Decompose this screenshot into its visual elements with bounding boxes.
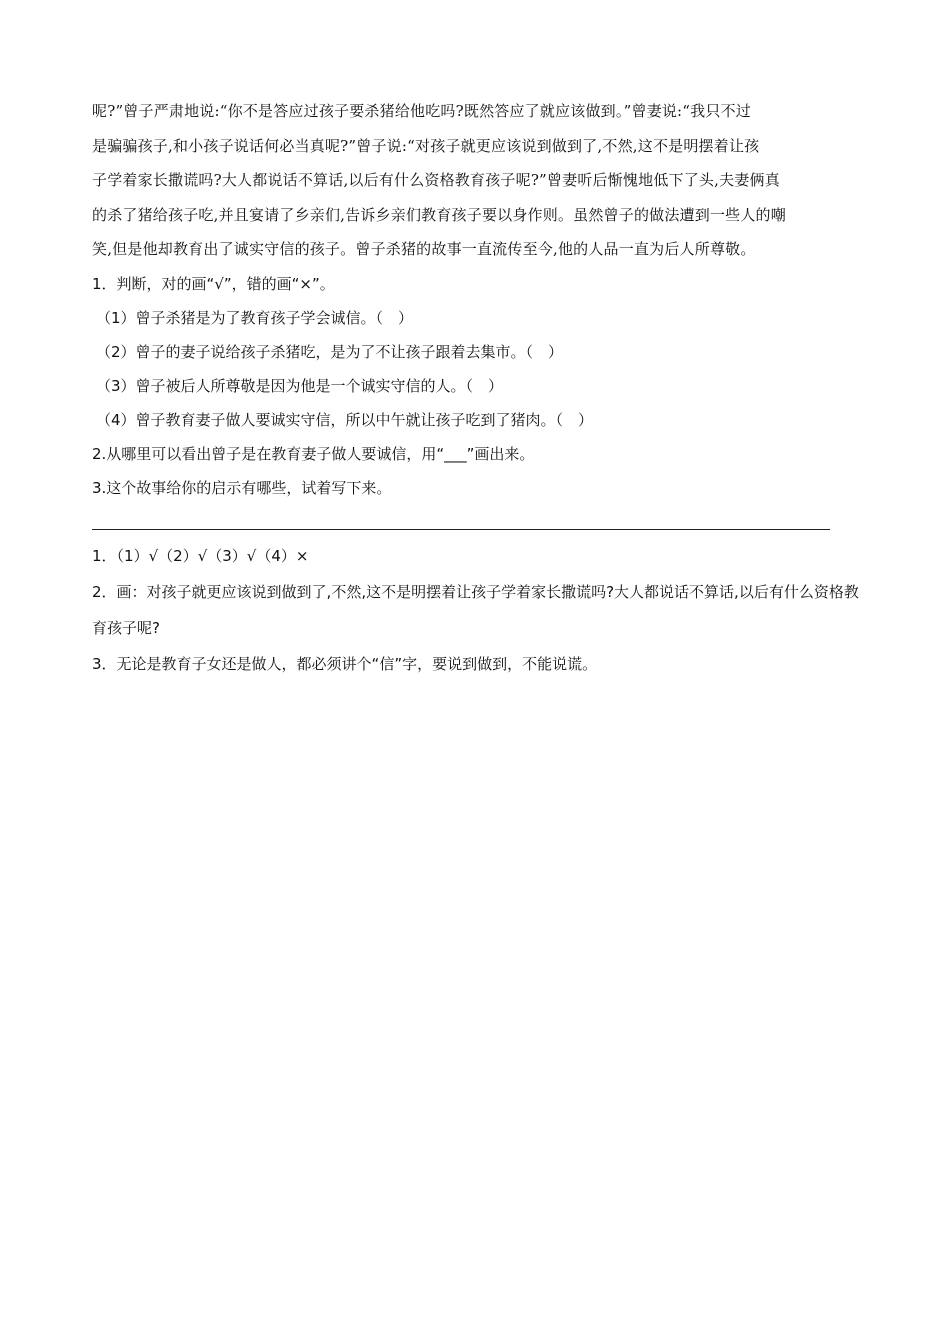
- answer-divider: [92, 529, 830, 530]
- question-1-item: （4）曾子教育妻子做人要诚实守信，所以中午就让孩子吃到了猪肉。（ ）: [96, 410, 594, 429]
- question-2: 2.从哪里可以看出曾子是在教育妻子做人要诚信，用“___”画出来。: [92, 444, 535, 463]
- answer-2: 2．画：对孩子就更应该说到做到了,不然,这不是明摆着让孩子学着家长撒谎吗?大人都说话不算话,以后有什么资格教育孩子呢?: [92, 582, 859, 637]
- answer-1: 1．（1）√（2）√（3）√（4）×: [92, 546, 309, 565]
- story-passage: [92, 94, 862, 267]
- answers-section: [92, 538, 862, 682]
- passage-line: 是骗骗孩子,和小孩子说话何必当真呢?”曾子说:“对孩子就更应该说到做到了,不然,这不是明摆着让孩: [92, 136, 760, 155]
- passage-line: 呢?”曾子严肃地说:“你不是答应过孩子要杀猪给他吃吗?既然答应了就应该做到。”曾妻说:“我只不过: [92, 102, 751, 120]
- question-1-item: （1）曾子杀猪是为了教育孩子学会诚信。（ ）: [96, 308, 414, 327]
- passage-line: 的杀了猪给孩子吃,并且宴请了乡亲们,告诉乡亲们教育孩子要以身作则。虽然曾子的做法遭到一些人的嘲: [92, 205, 786, 224]
- passage-line: 子学着家长撒谎吗?大人都说话不算话,以后有什么资格教育孩子呢?”曾妻听后惭愧地低下了头,夫妻俩真: [92, 171, 780, 189]
- questions-section: [92, 267, 862, 505]
- question-1: 1．判断，对的画“√”，错的画“×”。: [92, 274, 335, 293]
- question-1-item: （2）曾子的妻子说给孩子杀猪吃，是为了不让孩子跟着去集市。（ ）: [96, 342, 564, 361]
- question-1-item: （3）曾子被后人所尊敬是因为他是一个诚实守信的人。（ ）: [96, 376, 504, 395]
- answer-3: 3．无论是教育子女还是做人，都必须讲个“信”字，要说到做到，不能说谎。: [92, 654, 598, 673]
- question-3: 3.这个故事给你的启示有哪些，试着写下来。: [92, 478, 392, 497]
- worksheet-page: [92, 94, 862, 682]
- passage-line: 笑,但是他却教育出了诚实守信的孩子。曾子杀猪的故事一直流传至今,他的人品一直为后人所尊敬。: [92, 240, 756, 258]
